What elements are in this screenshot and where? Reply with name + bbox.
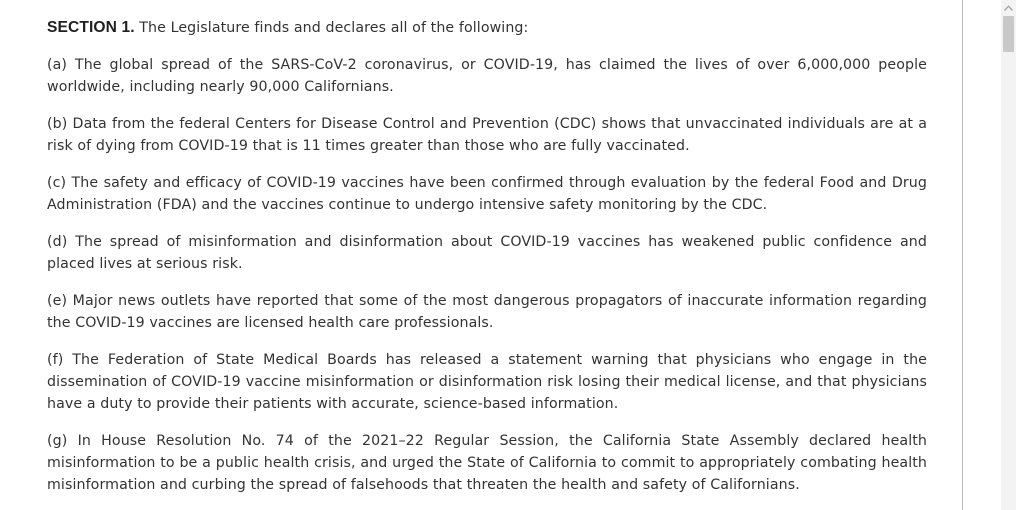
paragraph-a: (a) The global spread of the SARS-CoV-2 coronavirus, or COVID-19, has claimed the lives of over 6,000,000 people worldwide, including nearly 90,000 Californians.	[47, 57, 927, 95]
section-label: SECTION 1.	[47, 19, 135, 36]
bill-text	[47, 17, 927, 510]
paragraph-b: (b) Data from the federal Centers for Disease Control and Prevention (CDC) shows that unvaccinated individuals are at a risk of dying from COVID-19 that is 11 times greater than those who are fully vaccinated.	[47, 116, 927, 154]
paragraph-e: (e) Major news outlets have reported that some of the most dangerous propagators of inaccurate information regarding the COVID-19 vaccines are licensed health care professionals.	[47, 293, 927, 331]
paragraph-d: (d) The spread of misinformation and disinformation about COVID-19 vaccines has weakened public confidence and placed lives at serious risk.	[47, 234, 927, 272]
paragraph-g: (g) In House Resolution No. 74 of the 2021–22 Regular Session, the California State Assembly declared health misinformation to be a public health crisis, and urged the State of California to commit to appropriately combating health misinformation and curbing the spread of falsehoods that threaten the health and safety of Californians.	[47, 433, 927, 493]
vertical-scrollbar[interactable]	[1001, 0, 1016, 510]
chevron-up-icon	[1004, 5, 1013, 11]
paragraph-f: (f) The Federation of State Medical Boards has released a statement warning that physicians who engage in the dissemination of COVID-19 vaccine misinformation or disinformation risk losing their medical license, and that physicians have a duty to provide their patients with accurate, science-based information.	[47, 352, 927, 412]
paragraph-c: (c) The safety and efficacy of COVID-19 vaccines have been confirmed through evaluation by the federal Food and Drug Administration (FDA) and the vaccines continue to undergo intensive safety monitoring by the CDC.	[47, 175, 927, 213]
section-heading	[47, 17, 927, 39]
section-intro: The Legislature finds and declares all of the following:	[134, 20, 529, 36]
scroll-up-button[interactable]	[1001, 0, 1016, 15]
scrollbar-thumb[interactable]	[1003, 16, 1014, 52]
